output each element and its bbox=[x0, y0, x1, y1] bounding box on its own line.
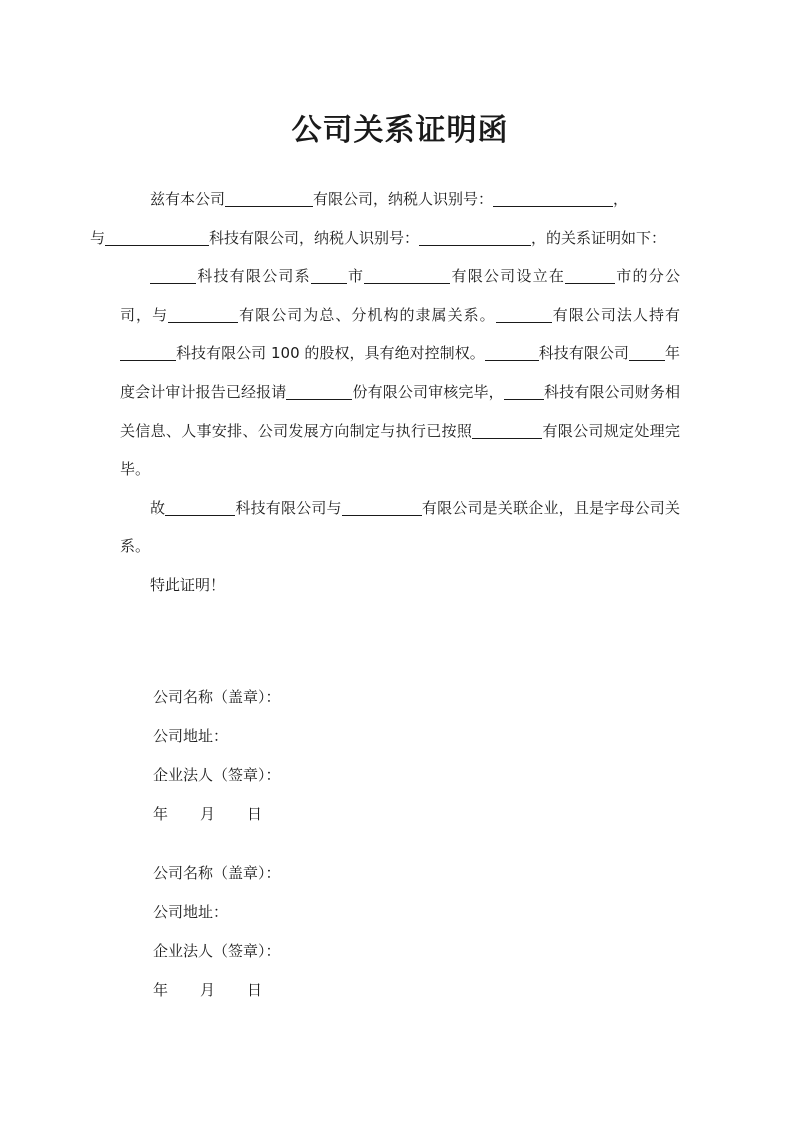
blank-field bbox=[472, 421, 542, 439]
company-address-label: 公司地址： bbox=[153, 903, 229, 921]
signature-block-1 bbox=[153, 678, 281, 834]
text-segment: 兹有本公司 bbox=[150, 190, 226, 208]
text-segment: 年度会计审计报告已经报请 bbox=[120, 344, 680, 401]
blank-field bbox=[165, 498, 235, 516]
company-name-label: 公司名称（盖章）： bbox=[153, 864, 281, 882]
text-segment: 有限公司法人持有 bbox=[551, 305, 680, 324]
blank-field bbox=[168, 305, 238, 323]
year-label: 年 bbox=[153, 805, 169, 823]
text-segment: 有限公司，纳税人识别号： bbox=[313, 190, 494, 208]
text-segment: 有限公司设立在 bbox=[450, 267, 566, 286]
text-segment: 有限公司为总、分机构的隶属关系。 bbox=[238, 305, 496, 324]
document-body bbox=[90, 180, 680, 605]
day-label: 日 bbox=[247, 981, 263, 999]
year-blank bbox=[629, 343, 665, 361]
month-label: 月 bbox=[200, 805, 216, 823]
blank-field bbox=[485, 343, 539, 361]
text-segment: 科技有限公司与 bbox=[235, 498, 342, 517]
city-blank bbox=[565, 266, 615, 284]
text-segment: 科技有限公司 100 的股权，具有绝对控制权。 bbox=[176, 344, 485, 363]
document-title: 公司关系证明函 bbox=[291, 113, 509, 148]
date-line bbox=[153, 971, 281, 1010]
conclusion-paragraph bbox=[120, 489, 680, 566]
closing-statement: 特此证明！ bbox=[150, 575, 226, 594]
blank-field bbox=[342, 498, 422, 516]
day-label: 日 bbox=[247, 805, 263, 823]
company-address-label: 公司地址： bbox=[153, 727, 229, 745]
tax-id-blank bbox=[493, 189, 613, 207]
company-name-blank bbox=[225, 189, 313, 207]
blank-field bbox=[504, 382, 544, 400]
year-label: 年 bbox=[153, 981, 169, 999]
text-segment: 有限公司是关联企业，且是字母公司关系。 bbox=[120, 498, 680, 556]
text-segment: 市的分公司，与 bbox=[120, 267, 680, 324]
text-segment: 与 bbox=[90, 228, 106, 247]
blank-field bbox=[286, 382, 352, 400]
text-segment: ，的关系证明如下： bbox=[531, 228, 667, 247]
blank-field bbox=[364, 266, 450, 284]
blank-field bbox=[120, 343, 176, 361]
company-name-label: 公司名称（盖章）： bbox=[153, 688, 281, 706]
tax-id-blank bbox=[419, 228, 531, 246]
blank-field bbox=[150, 266, 196, 284]
legal-person-label: 企业法人（签章）： bbox=[153, 942, 281, 960]
legal-person-label: 企业法人（签章）： bbox=[153, 766, 281, 784]
text-segment: 份有限公司审核完毕， bbox=[352, 382, 504, 401]
date-line bbox=[153, 795, 281, 834]
relation-paragraph bbox=[120, 257, 680, 489]
signature-block-2 bbox=[153, 854, 281, 1010]
intro-paragraph bbox=[90, 180, 680, 257]
text-segment: 市 bbox=[346, 267, 365, 286]
text-segment: ， bbox=[613, 190, 629, 208]
text-segment: 有限公司规定处理完毕。 bbox=[120, 421, 680, 479]
text-segment: 故 bbox=[150, 498, 166, 517]
text-segment: 科技有限公司系 bbox=[196, 267, 311, 286]
tech-company-blank bbox=[105, 228, 209, 246]
text-segment: 科技有限公司 bbox=[538, 344, 629, 363]
month-label: 月 bbox=[200, 981, 216, 999]
city-blank bbox=[311, 266, 347, 284]
blank-field bbox=[496, 305, 552, 323]
text-segment: 科技有限公司财务相关信息、人事安排、公司发展方向制定与执行已按照 bbox=[120, 382, 680, 440]
text-segment: 科技有限公司，纳税人识别号： bbox=[209, 228, 420, 247]
